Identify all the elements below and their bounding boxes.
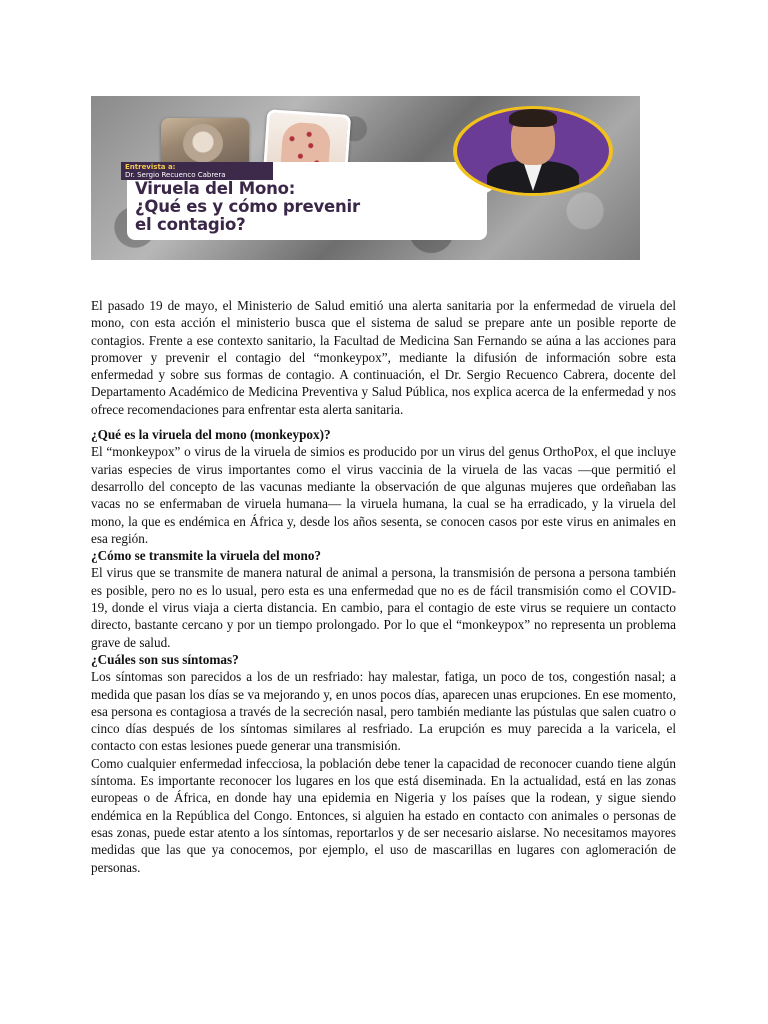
article-body bbox=[91, 297, 676, 876]
section-heading-transmission: ¿Cómo se transmite la viruela del mono? bbox=[91, 548, 322, 564]
monkey-figure bbox=[183, 124, 223, 164]
section-paragraph-transmission: El virus que se transmite de manera natural de animal a persona, la transmisión de persona a persona también es posible, pero no es lo usual, pero esta es una enfermedad que no es de fácil transmisión como el COVID-19, donde el virus viaja a cierta distancia. En cambio, para el contagio de este virus se requiere un contacto directo, bastante cercano y por un tiempo prolongado. Por lo que el “monkeypox” no representa un problema grave de salud. bbox=[91, 565, 676, 650]
intro-paragraph: El pasado 19 de mayo, el Ministerio de Salud emitió una alerta sanitaria por la enfermedad de viruela del mono, con esta acción el ministerio busca que el sistema de salud se prepare ante un posible reporte de contagios. Frente a ese contexto sanitario, la Facultad de Medicina San Fernando se aúna a las acciones para promover y prevenir el contagio del “monkeypox”, mediante la difusión de información sobre esta enfermedad y sobre sus formas de contagio. A continuación, el Dr. Sergio Recuenco Cabrera, docente del Departamento Académico de Medicina Preventiva y Salud Pública, nos explica acerca de la enfermedad y nos ofrece recomendaciones para enfrentar esta alerta sanitaria. bbox=[91, 298, 676, 417]
section-heading-symptoms: ¿Cuáles son sus síntomas? bbox=[91, 651, 239, 667]
interview-name: Dr. Sergio Recuenco Cabrera bbox=[125, 171, 226, 179]
interview-tag bbox=[121, 162, 273, 180]
banner-headline bbox=[135, 180, 485, 234]
interview-label: Entrevista a: bbox=[125, 163, 176, 171]
closing-paragraph: Como cualquier enfermedad infecciosa, la población debe tener la capacidad de reconocer cuando tiene algún síntoma. Es importante reconocer los lugares en los que está diseminada. En la actualidad, está en las zonas europeas o de África, en donde hay una epidemia en Nigeria y los países que la rodean, y sigue siendo endémica en la República del Congo. Entonces, si alguien ha estado en contacto con animales o personas de esas zonas, puede estar atento a los síntomas, reportarlos y de ser necesario aislarse. No necesitamos mayores medidas que las que ya conocemos, por ejemplo, el uso de mascarillas en lugares con aglomeración de personas. bbox=[91, 755, 676, 875]
section-heading-what-is: ¿Qué es la viruela del mono (monkeypox)? bbox=[91, 427, 331, 443]
headline-line-3: el contagio? bbox=[135, 215, 246, 234]
headline-line-1: Viruela del Mono: bbox=[135, 179, 296, 198]
section-paragraph-symptoms: Los síntomas son parecidos a los de un resfriado: hay malestar, fatiga, un poco de tos, congestión nasal; a medida que pasan los días se va mejorando y, en unos pocos días, aparecen unas erupciones. En ese momento, esa persona es contagiosa a través de la secreción nasal, pero también mediante las pústulas que salen cuatro o cinco días después de los síntomas similares al resfriado. La erupción es muy parecida a la varicela, el contacto con estas lesiones puede generar una transmisión. bbox=[91, 669, 676, 754]
headline-line-2: ¿Qué es y cómo prevenir bbox=[135, 197, 360, 216]
article-banner-image bbox=[91, 96, 640, 260]
portrait-hair bbox=[509, 109, 557, 127]
doctor-portrait bbox=[457, 109, 609, 193]
monkey-photo bbox=[161, 118, 249, 168]
section-paragraph-what-is: El “monkeypox” o virus de la viruela de simios es producido por un virus del genus OrthoPox, el que incluye varias especies de virus importantes como el virus vaccinia de la viruela de las vacas —que permitió el desarrollo del concepto de las vacunas mediante la observación de que algunas mujeres que ordeñaban las vacas no se enfermaban de viruela humana— la viruela humana, la cual se ha erradicado, y la viruela del mono, la que es endémica en África y, desde los años sesenta, se conocen casos por este virus en animales en esa región. bbox=[91, 444, 676, 546]
